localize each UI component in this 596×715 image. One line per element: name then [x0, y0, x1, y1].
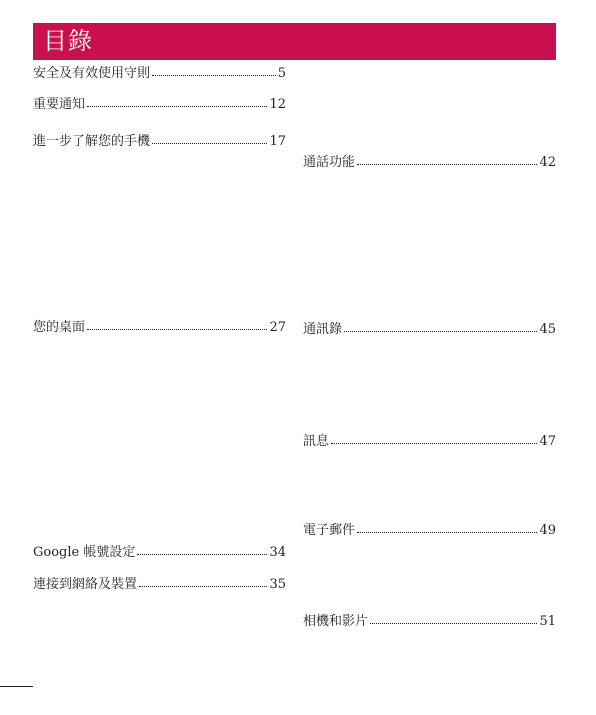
toc-leader-dots	[331, 433, 537, 444]
toc-entry-page: 27	[269, 320, 286, 335]
toc-leader-dots	[344, 321, 537, 332]
toc-entry-google-account[interactable]	[33, 545, 286, 561]
toc-entry-messaging[interactable]	[303, 434, 556, 450]
toc-entry-page: 34	[269, 545, 286, 560]
toc-entry-title: 通話功能	[303, 155, 356, 170]
toc-entry-page: 12	[269, 97, 286, 112]
toc-entry-title: 安全及有效使用守則	[33, 66, 151, 81]
toc-entry-page: 5	[277, 66, 286, 81]
page-corner-rule	[0, 686, 33, 687]
toc-entry-connect-networks[interactable]	[33, 577, 286, 593]
toc-entry-page: 49	[539, 523, 556, 538]
toc-leader-dots	[87, 96, 267, 107]
toc-entry-page: 47	[539, 434, 556, 449]
toc-leader-dots	[357, 154, 537, 165]
toc-entry-camera-video[interactable]	[303, 614, 556, 630]
toc-leader-dots	[87, 319, 267, 330]
toc-entry-title: 重要通知	[33, 97, 86, 112]
toc-entry-safety[interactable]	[33, 66, 286, 82]
toc-entry-page: 45	[539, 322, 556, 337]
toc-entry-calls[interactable]	[303, 155, 556, 171]
toc-entry-home-screen[interactable]	[33, 320, 286, 336]
toc-entry-title: 連接到網絡及裝置	[33, 577, 138, 592]
toc-entry-page: 42	[539, 155, 556, 170]
toc-entry-important-notice[interactable]	[33, 97, 286, 113]
toc-entry-title: 電子郵件	[303, 523, 356, 538]
toc-entry-page: 17	[269, 134, 286, 149]
toc-leader-dots	[370, 613, 537, 624]
toc-entry-title: 您的桌面	[33, 320, 86, 335]
toc-entry-title: Google 帳號設定	[33, 545, 136, 560]
toc-entry-know-your-phone[interactable]	[33, 134, 286, 150]
toc-leader-dots	[137, 544, 267, 555]
toc-leader-dots	[357, 522, 537, 533]
toc-leader-dots	[152, 133, 267, 144]
toc-header-bar	[33, 23, 556, 60]
toc-leader-dots	[139, 576, 267, 587]
toc-leader-dots	[152, 65, 276, 76]
toc-entry-contacts[interactable]	[303, 322, 556, 338]
toc-entry-title: 訊息	[303, 434, 330, 449]
toc-entry-title: 進一步了解您的手機	[33, 134, 151, 149]
toc-entry-page: 51	[539, 614, 556, 629]
toc-entry-title: 相機和影片	[303, 614, 369, 629]
toc-entry-email[interactable]	[303, 523, 556, 539]
toc-entry-title: 通訊錄	[303, 322, 343, 337]
page-title: 目錄	[43, 27, 93, 55]
toc-entry-page: 35	[269, 577, 286, 592]
